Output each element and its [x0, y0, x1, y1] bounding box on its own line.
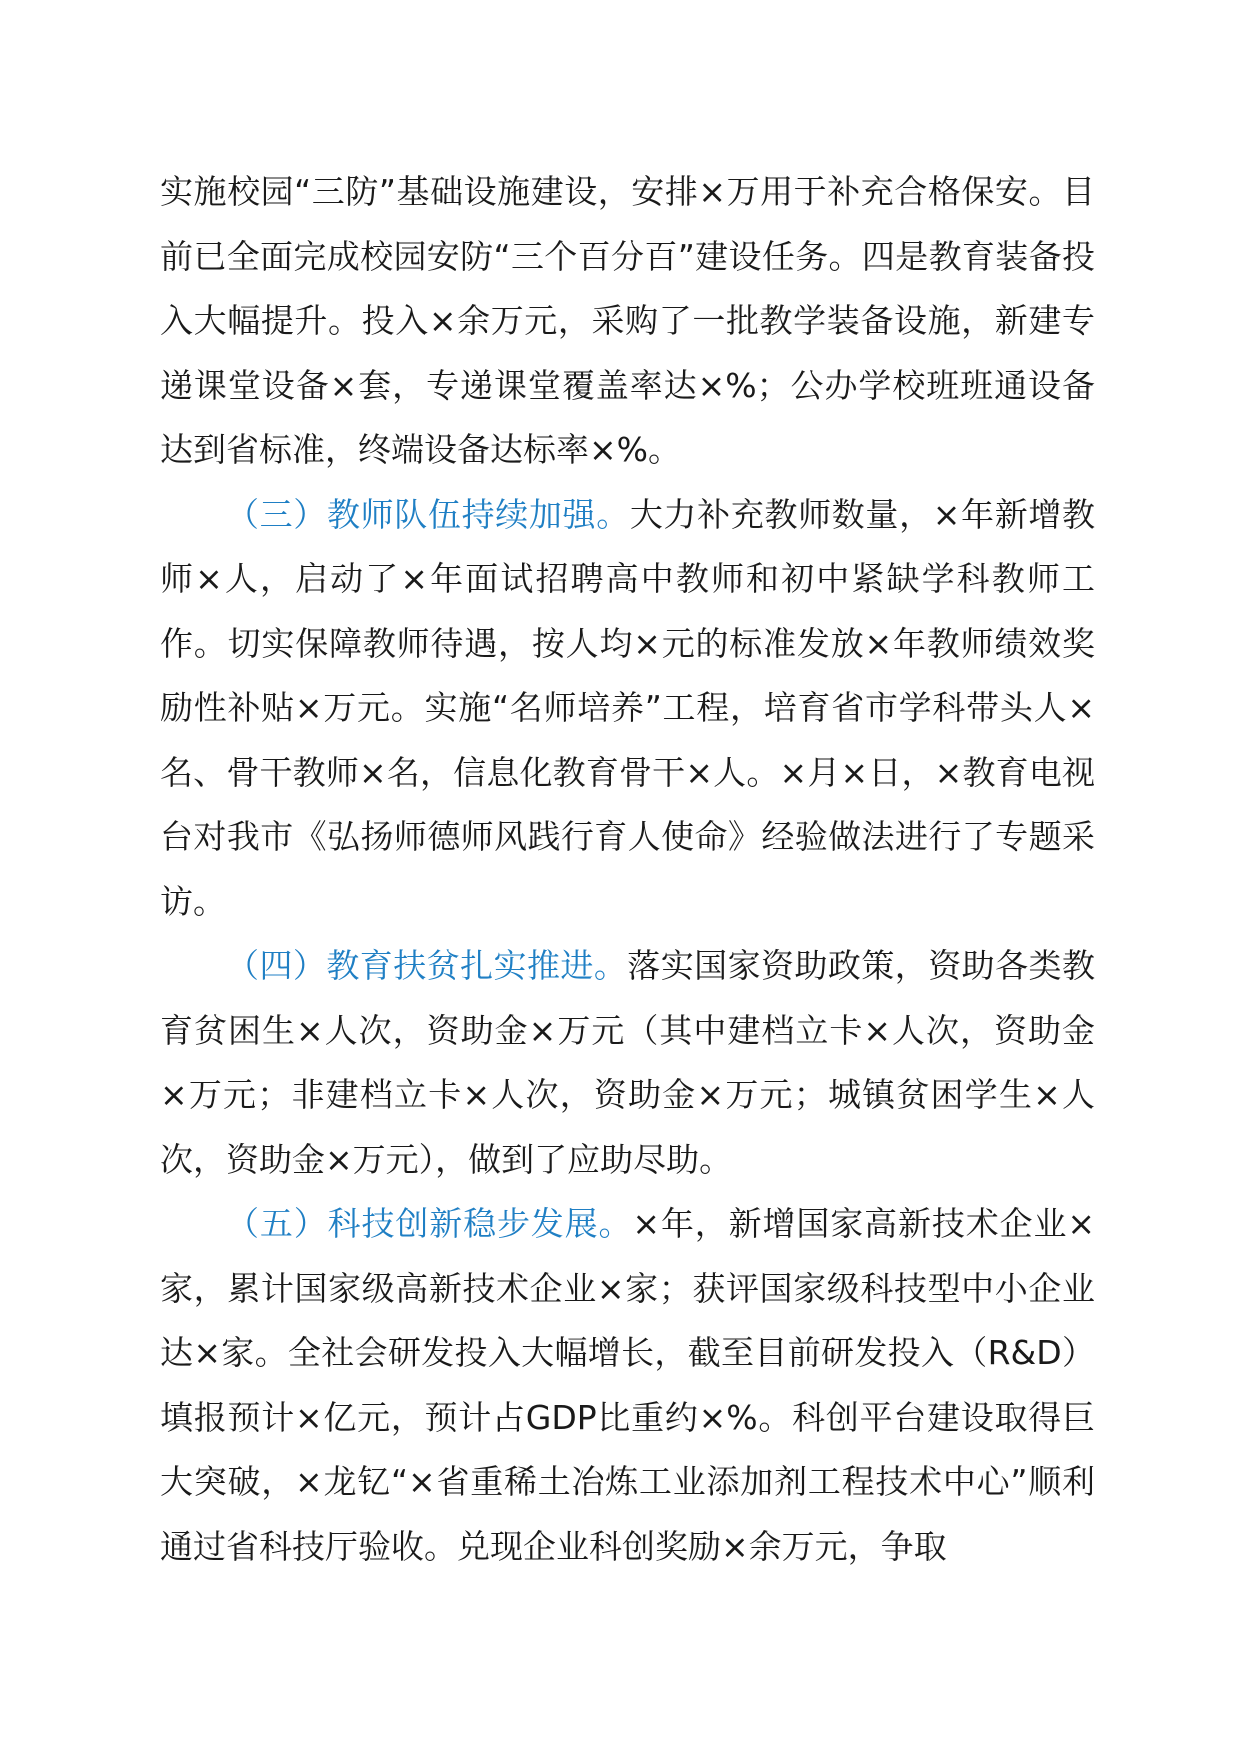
section-heading: （四）教育扶贫扎实推进。	[226, 946, 628, 985]
paragraph-text: 大力补充教师数量，×年新增教师×人，启动了×年面试招聘高中教师和初中紧缺学科教师工作。切实保障教师待遇，按人均×元的标准发放×年教师绩效奖励性补贴×万元。实施“名师培养”工程，培育省市学科带头人×名、骨干教师×名，信息化教育骨干×人。×月×日，×教育电视台对我市《弘扬师德师风践行育人使命》经验做法进行了专题采访。	[160, 494, 1096, 921]
document-body	[160, 160, 1095, 1579]
paragraph-technology	[160, 1192, 1095, 1579]
section-heading: （五）科技创新稳步发展。	[226, 1204, 633, 1243]
paragraph-text: 落实国家资助政策，资助各类教育贫困生×人次，资助金×万元（其中建档立卡×人次，资助金×万元；非建档立卡×人次，资助金×万元；城镇贫困学生×人次，资助金×万元），做到了应助尽助。	[160, 946, 1096, 1179]
paragraph-teachers	[160, 483, 1095, 935]
paragraph-text: ×年，新增国家高新技术企业×家，累计国家级高新技术企业×家；获评国家级科技型中小企业达×家。全社会研发投入大幅增长，截至目前研发投入（R&D）填报预计×亿元，预计占GDP比重约×%。科创平台建设取得巨大突破，×龙钇“×省重稀土冶炼工业添加剂工程技术中心”顺利通过省科技厅验收。兑现企业科创奖励×余万元，争取	[160, 1204, 1096, 1566]
paragraph-text: 实施校园“三防”基础设施建设，安排×万用于补充合格保安。目前已全面完成校园安防“三个百分百”建设任务。四是教育装备投入大幅提升。投入×余万元，采购了一批教学装备设施，新建专递课堂设备×套，专递课堂覆盖率达×%；公办学校班班通设备达到省标准，终端设备达标率×%。	[160, 172, 1095, 469]
paragraph-poverty-aid	[160, 934, 1095, 1192]
paragraph-continuation	[160, 160, 1095, 483]
section-heading: （三）教师队伍持续加强。	[226, 494, 630, 534]
